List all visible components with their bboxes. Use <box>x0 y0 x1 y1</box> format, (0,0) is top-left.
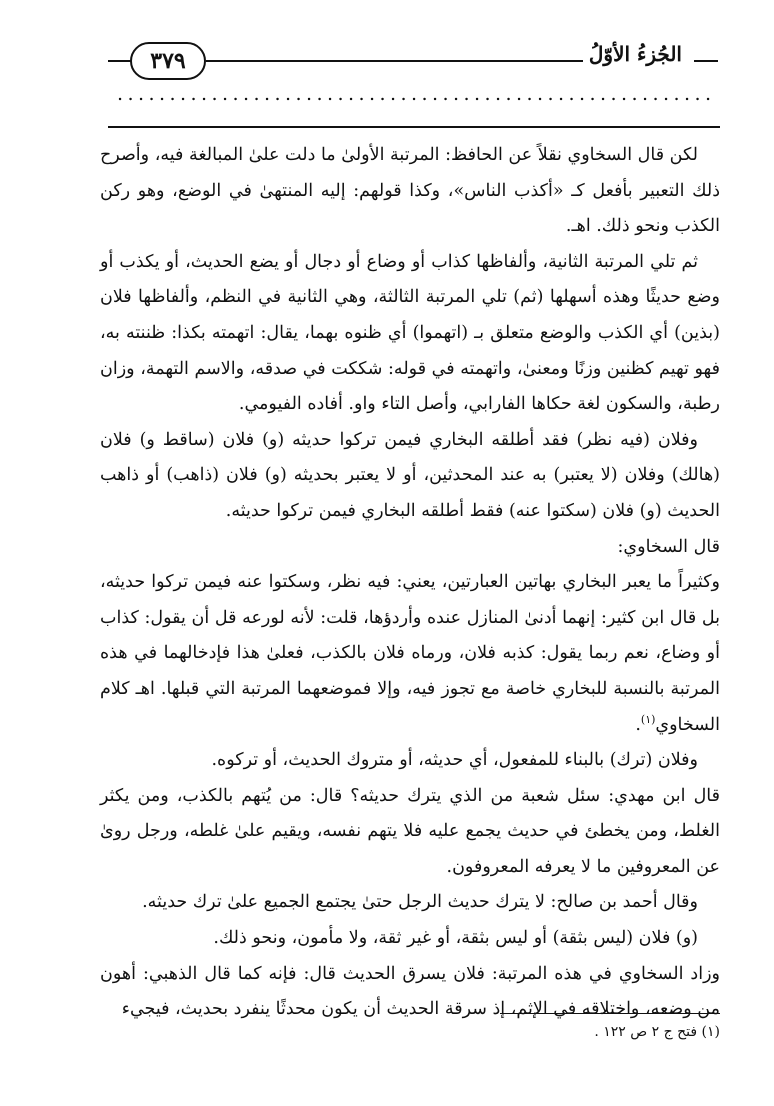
running-title: الجُزءُ الأوّلُ <box>583 42 688 66</box>
paragraph-10: وزاد السخاوي في هذه المرتبة: فلان يسرق الحديث قال: فإنه كما قال الذهبي: أهون من وضعه، واختلاقه في الإثم، إذ سرقة الحديث أن يكون محدثًا ينفرد بحديث، فيجيء <box>100 963 720 1020</box>
paragraph-9: (و) فلان (ليس بثقة) أو ليس بثقة، أو غير ثقة، ولا مأمون، ونحو ذلك. <box>213 928 698 949</box>
paragraph-4: قال السخاوي: <box>617 536 720 557</box>
header-rule-left <box>108 60 132 62</box>
paragraph-5 <box>100 565 720 743</box>
page-number: ٣٧٩ <box>130 42 206 80</box>
paragraph-5-text: وكثيراً ما يعبر البخاري بهاتين العبارتين، يعني: فيه نظر، وسكتوا عنه فيمن تركوا حديثه، بل قال ابن كثير: إنهما أدنىٰ المنازل عنده وأردؤها، قلت: لأنه لورعه قل أن يقول: كذاب أو وضاع، نعم ربما يقول: كذبه فلان، ورماه فلان بالكذب، فعلىٰ هذا فإدخالهما في هذه المرتبة بالنسبة للبخاري خاصة مع تجوز فيه، وإلا فموضعهما المرتبة التي قبلها. اهـ كلام السخاوي <box>100 572 720 735</box>
dotted-separator <box>118 93 718 105</box>
paragraph-5-end: . <box>635 714 641 735</box>
paragraph-1: لكن قال السخاوي نقلاً عن الحافظ: المرتبة الأولىٰ ما دلت علىٰ المبالغة فيه، وأصرح ذلك التعبير بأفعل كـ «أكذب الناس»، وكذا قولهم: إليه المنتهىٰ في الوضع، وهو ركن الكذب ونحو ذلك. اهـ. <box>100 145 720 237</box>
paragraph-3: وفلان (فيه نظر) فقد أطلقه البخاري فيمن تركوا حديثه (و) فلان (ساقط و) فلان (هالك) وفلان (لا يعتبر) به عند المحدثين، أو لا يعتبر بحديثه (و) فلان (ذاهب) أو ذاهب الحديث (و) فلان (سكتوا عنه) فقط أطلقه البخاري فيمن تركوا حديثه. <box>100 429 720 521</box>
main-text <box>100 138 720 1028</box>
footnote-reference: (١) <box>640 712 656 726</box>
paragraph-6: وفلان (ترك) بالبناء للمفعول، أي حديثه، أو متروك الحديث، أو تركوه. <box>211 750 698 771</box>
footnote-rule <box>500 1013 720 1014</box>
paragraph-7: قال ابن مهدي: سئل شعبة من الذي يترك حديثه؟ قال: من يُتهم بالكذب، ومن يكثر الغلط، ومن يخطئ في حديث يجمع عليه فلا يتهم نفسه، ويقيم علىٰ غلطه، ورجل روىٰ عن المعروفين ما لا يعرفه المعروفون. <box>100 785 720 877</box>
text-top-rule <box>108 126 720 128</box>
footnote: (١) فتح ج ٢ ص ١٢٢ . <box>594 1024 720 1040</box>
page-header <box>108 40 718 90</box>
paragraph-2: ثم تلي المرتبة الثانية، وألفاظها كذاب أو وضاع أو دجال أو يضع الحديث، أو يكذب أو وضع حديثًا وهذه أسهلها (ثم) تلي المرتبة الثالثة، وهي الثانية في النظم، وألفاظها فلان (بذين) أي الكذب والوضع متعلق بـ (اتهموا) أي ظنوه بهما، يقال: اتهمته بكذا: ظننته به، فهو تهيم كظنين وزنًا ومعنىٰ، واتهمته في قوله: شككت في صدقه، والاسم التهمة، وزان رطبة، والسكون لغة حكاها الفارابي، وأصل التاء واو. أفاده الفيومي. <box>100 251 720 415</box>
header-rule <box>206 60 646 62</box>
paragraph-8: وقال أحمد بن صالح: لا يترك حديث الرجل حتىٰ يجتمع الجميع علىٰ ترك حديثه. <box>142 892 698 913</box>
header-rule-right <box>694 60 718 62</box>
